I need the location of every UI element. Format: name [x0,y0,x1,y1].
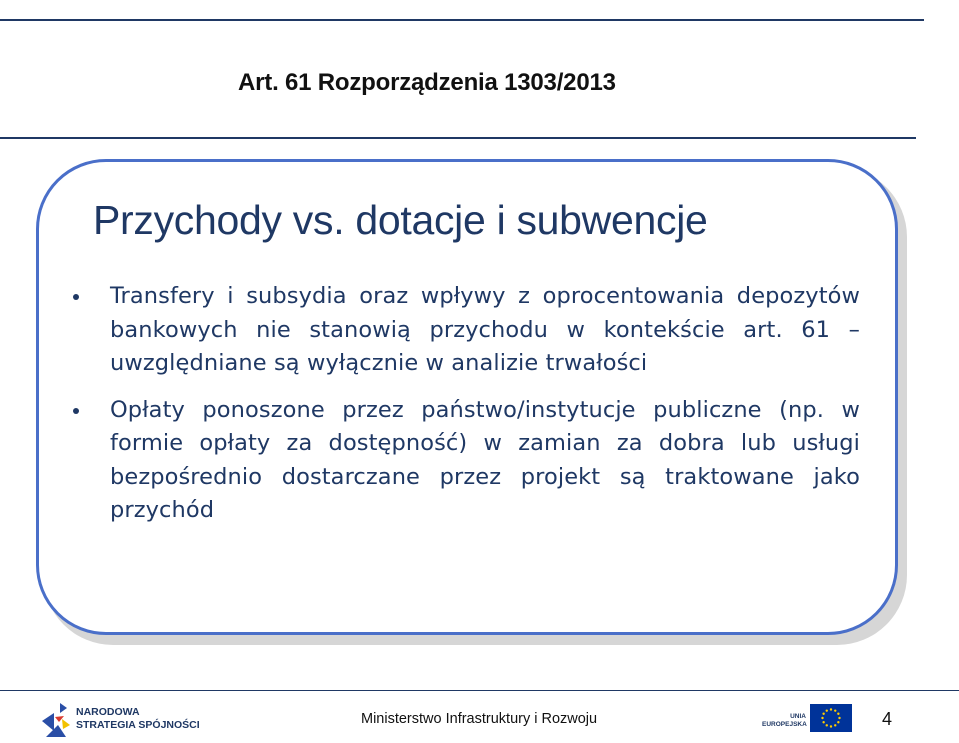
eu-label [762,713,806,729]
footer-ministry: Ministerstwo Infrastruktury i Rozwoju [361,711,598,727]
bullet-item [72,280,860,381]
bullet-text: Opłaty ponoszone przez państwo/instytucje publiczne (np. w formie opłaty za dostępność) w zamian za dobra lub usługi bezpośrednio dostarczane przez projekt są traktowane jako przychód [110,396,860,523]
eu-label-line2: EUROPEJSKA [762,721,807,728]
eu-star [821,717,823,719]
bullet-list [72,280,860,541]
bullet-text: Transfery i subsydia oraz wpływy z oprocentowania depozytów bankowych nie stanowią przychodu w kontekście art. 61 – uwzględniane są wyłącznie w analizie trwałości [110,283,860,376]
eu-star [837,713,839,715]
top-divider [0,19,924,21]
footer-divider [0,690,959,691]
nss-logo-line1: NARODOWA [76,706,140,718]
eu-star [837,721,839,723]
header-divider [0,137,916,139]
nss-logo-line2: STRATEGIA SPÓJNOŚCI [76,719,200,731]
bullet-dot-icon [73,408,79,414]
eu-star [826,724,828,726]
header-title: Art. 61 Rozporządzenia 1303/2013 [238,69,616,96]
eu-star [830,725,832,727]
eu-star [834,724,836,726]
eu-label-line1: UNIA [790,713,806,720]
eu-star [830,708,832,710]
bullet-item [72,394,860,528]
eu-star [838,717,840,719]
nss-logo-icon [40,699,200,739]
eu-star [834,709,836,711]
slide-title: Przychody vs. dotacje i subwencje [93,197,708,243]
page-number: 4 [882,709,893,729]
eu-star [822,721,824,723]
bullet-dot-icon [73,294,79,300]
eu-flag-icon [810,704,852,732]
eu-star [822,713,824,715]
eu-star [826,709,828,711]
